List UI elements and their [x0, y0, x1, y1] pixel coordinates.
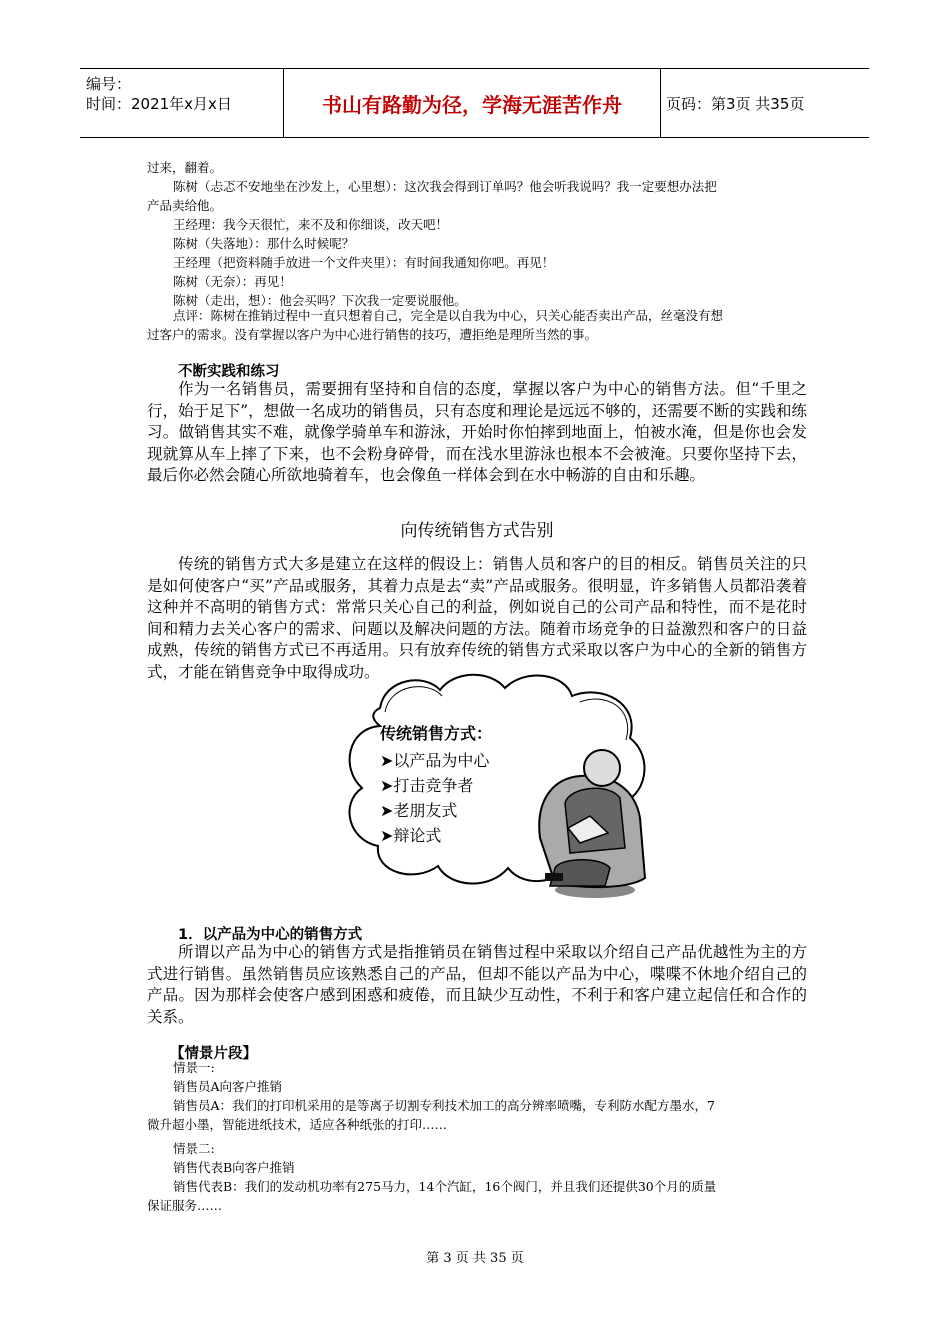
dialogue-line: 过来，翻着。: [147, 160, 223, 175]
arrow-icon: ➤: [380, 801, 394, 820]
scene-line: 微升超小墨，智能进纸技术，适应各种纸张的打印……: [147, 1117, 448, 1132]
page-footer: 第 3 页 共 35 页: [426, 1251, 524, 1266]
scene-one: [147, 1058, 715, 1134]
dialogue-line: 陈树（失落地）：那什么时候呢？: [173, 236, 355, 251]
cloud-item: ➤辩论式: [380, 826, 442, 845]
scene-line: 销售员A向客户推销: [173, 1079, 283, 1094]
scene-line: 销售员A：我们的打印机采用的是等离子切割专利技术加工的高分辨率喷嘴，专利防水配方墨水，7: [173, 1098, 715, 1113]
header-left-cell: [80, 69, 282, 137]
comment: [147, 306, 723, 344]
scene-line: 保证服务……: [147, 1198, 223, 1213]
dialogue-line: 陈树（无奈）：再见！: [173, 274, 292, 289]
cloud-title: 传统销售方式：: [380, 724, 493, 743]
cloud-list: [380, 721, 492, 848]
comment-line: 过客户的需求。没有掌握以客户为中心进行销售的技巧，遭拒绝是理所当然的事。: [147, 327, 598, 342]
number-label: 编号：: [86, 75, 132, 93]
arrow-icon: ➤: [380, 751, 394, 770]
scenes-title: 【情景片段】: [170, 1046, 257, 1062]
scene-line: 销售代表B向客户推销: [173, 1160, 295, 1175]
header-page-info: 页码：第3页 共35页: [666, 94, 805, 113]
dialogue-line: 陈树（走出，想）：他会买吗？下次我一定要说服他。: [173, 293, 467, 308]
traditional-sales-cloud: [340, 668, 656, 904]
section-title-practice: 不断实践和练习: [178, 364, 280, 380]
practice-paragraph: 作为一名销售员，需要拥有坚持和自信的态度，掌握以客户为中心的销售方法。但“千里之行，始于足下”，想做一名成功的销售员，只有态度和理论是远远不够的，还需要不断的实践和练习。做销售其实不难，就像学骑单车和游泳，开始时你怕摔到地面上，怕被水淹，但是你也会发现就算从车上摔了下来，也不会粉身碎骨，而在浅水里游泳也根本不会被淹。只要你坚持下去，最后你必然会随心所欲地骑着车，也会像鱼一样体会到在水中畅游的自由和乐趣。: [147, 380, 807, 484]
product-paragraph: 所谓以产品为中心的销售方式是指推销员在销售过程中采取以介绍自己产品优越性为主的方式进行销售。虽然销售员应该熟悉自己的产品，但却不能以产品为中心，喋喋不休地介绍自己的产品。因为那样会使客户感到困惑和疲倦，而且缺少互动性，不利于和客户建立起信任和合作的关系。: [147, 943, 807, 1026]
dialogue-line: 王经理：我今天很忙，来不及和你细谈，改天吧！: [173, 217, 449, 232]
date-label: 时间：2021年x月x日: [86, 95, 232, 113]
section-title-product: 1．以产品为中心的销售方式: [178, 927, 363, 943]
scene-line: 情景二:: [173, 1141, 215, 1156]
page-header: [80, 68, 869, 138]
farewell-paragraph: 传统的销售方式大多是建立在这样的假设上：销售人员和客户的目的相反。销售员关注的只是如何使客户“买”产品或服务，其着力点是去“卖”产品或服务。很明显，许多销售人员都沿袭着这种并不高明的销售方式：常常只关心自己的利益，例如说自己的公司产品和特性，而不是花时间和精力去关心客户的需求、问题以及解决问题的方法。随着市场竞争的日益激烈和客户的日益成熟，传统的销售方式已不再适用。只有放弃传统的销售方式采取以客户为中心的全新的销售方式，才能在销售竞争中取得成功。: [147, 555, 807, 681]
dialogue-line: 陈树（忐忑不安地坐在沙发上，心里想）：这次我会得到订单吗？他会听我说吗？我一定要想办法把: [173, 179, 717, 194]
dialogue-line: 王经理（把资料随手放进一个文件夹里）：有时间我通知你吧。再见！: [173, 255, 555, 270]
scene-line: 情景一:: [173, 1060, 215, 1075]
cloud-item: ➤老朋友式: [380, 801, 458, 820]
scene-two: [147, 1139, 716, 1215]
arrow-icon: ➤: [380, 776, 394, 795]
arrow-icon: ➤: [380, 826, 394, 845]
dialogue-line: 产品卖给他。: [147, 198, 223, 213]
scene-line: 销售代表B：我们的发动机功率有275马力，14个汽缸，16个阀门，并且我们还提供30个月的质量: [173, 1179, 717, 1194]
comment-line: 点评：陈树在推销过程中一直只想着自己，完全是以自我为中心，只关心能否卖出产品，丝毫没有想: [173, 308, 724, 323]
cloud-item: ➤打击竞争者: [380, 776, 474, 795]
cloud-item: ➤以产品为中心: [380, 751, 490, 770]
header-motto: 书山有路勤为径，学海无涯苦作舟: [283, 69, 661, 137]
section-title-farewell: 向传统销售方式告别: [400, 521, 554, 541]
dialogue: [147, 158, 717, 310]
